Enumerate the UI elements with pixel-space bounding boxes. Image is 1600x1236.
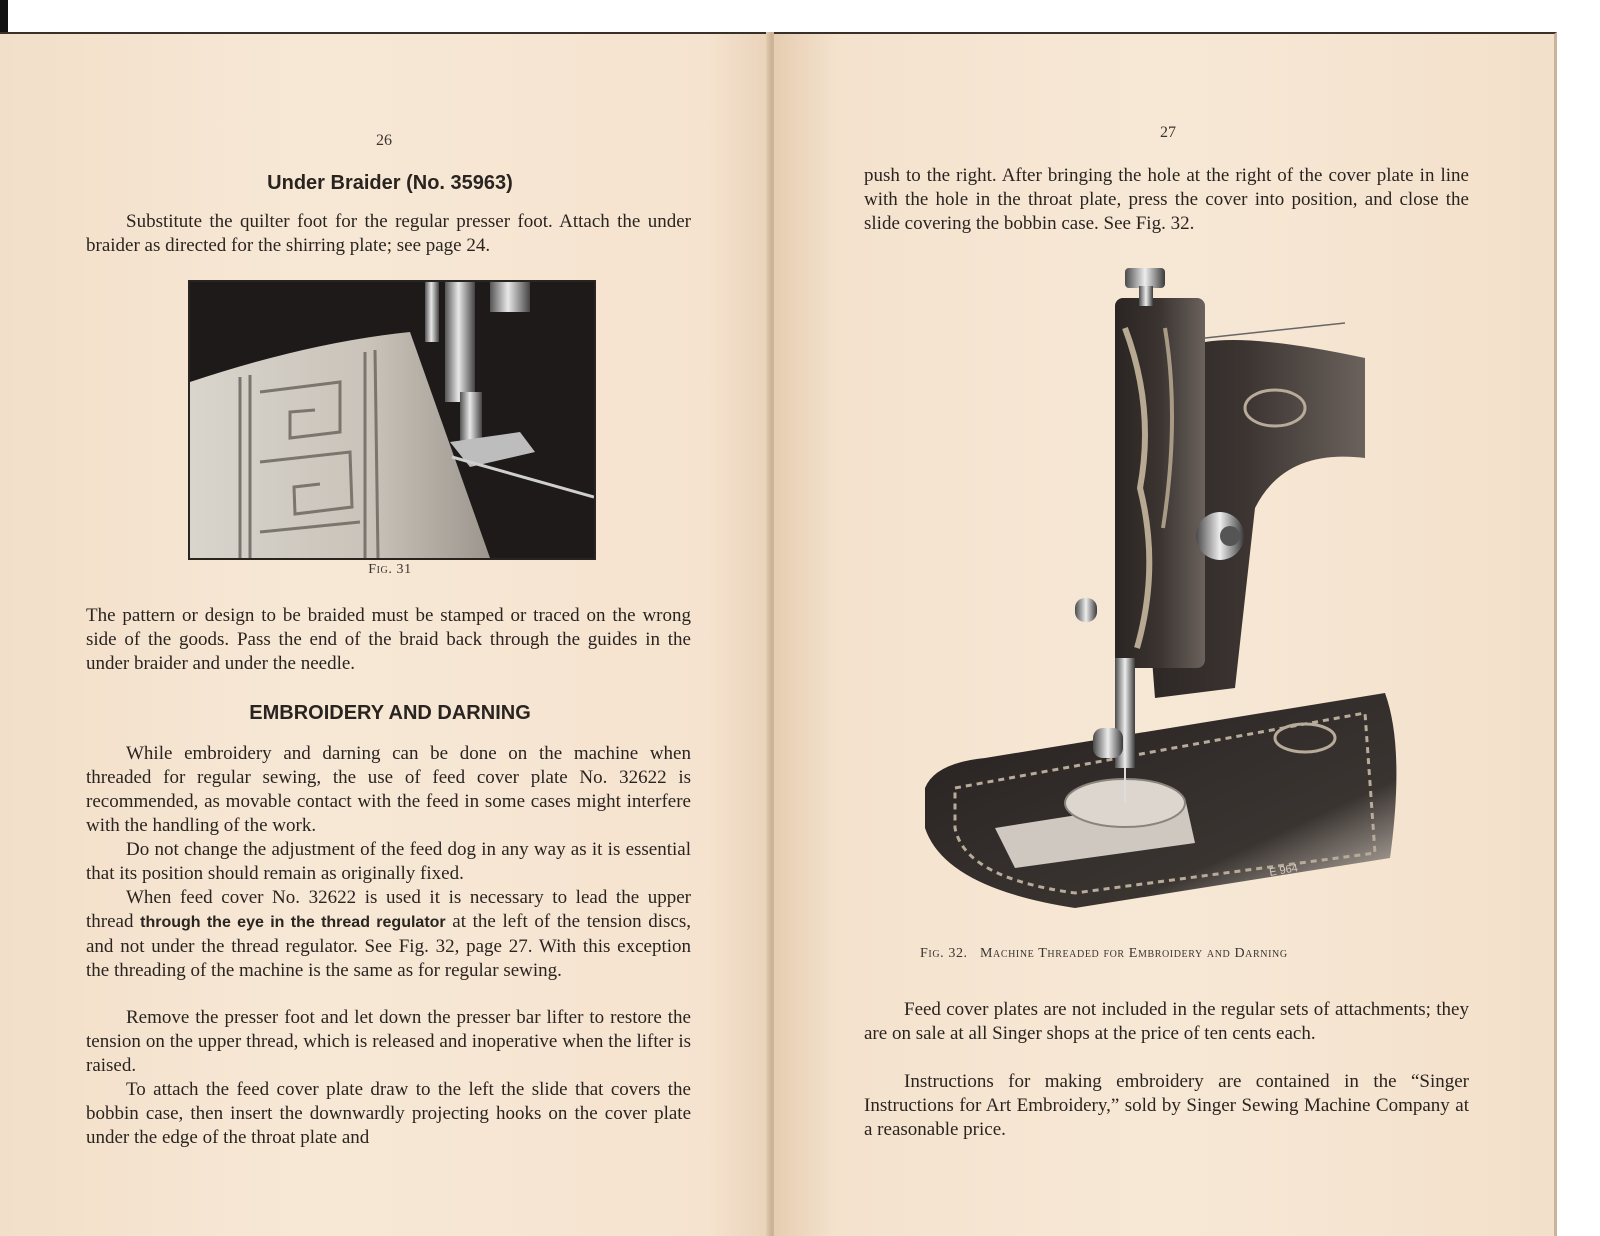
- embroidery-paragraph-4: Remove the presser foot and let down the presser bar lifter to restore the tension on the upper thread, which is released and inoperative when the lifter is raised.: [86, 1007, 691, 1076]
- embroidery-paragraph-1: While embroidery and darning can be done on the machine when threaded for regular sewing, the use of feed cover plate No. 32622 is recommended, as movable contact with the feed in some cases might interfere with the handling of the work.: [86, 743, 691, 836]
- feed-cover-plates-paragraph: Feed cover plates are not included in the regular sets of attachments; they are on sale at all Singer shops at the price of ten cents each.: [864, 999, 1469, 1044]
- figure-32-title: Machine Threaded for Embroidery and Darning: [979, 946, 1288, 961]
- embroidery-paragraph-3: [86, 886, 691, 983]
- embroidery-paragraph-5: To attach the feed cover plate draw to the left the slide that covers the bobbin case, then insert the downwardly projecting hooks on the cover plate under the edge of the throat plate and: [86, 1079, 691, 1148]
- page-number-right: 27: [1160, 124, 1176, 141]
- continued-paragraph: push to the right. After bringing the hole at the right of the cover plate in line with the hole in the throat plate, press the cover into position, and close the slide covering the bobbin case. See Fig. 32.: [864, 165, 1469, 234]
- embroidery-paragraph-2: Do not change the adjustment of the feed dog in any way as it is essential that its position should remain as originally fixed.: [86, 839, 691, 884]
- figure-31-photo: [188, 280, 596, 560]
- braid-instructions-paragraph: The pattern or design to be braided must be stamped or traced on the wrong side of the goods. Pass the end of the braid back through the guides in the under braider and under the needle.: [86, 605, 691, 674]
- figure-32-label: Fig. 32.: [920, 946, 968, 961]
- thread-regulator-emphasis: through the eye in the thread regulator: [140, 914, 446, 931]
- figure-32-caption: [920, 946, 1420, 962]
- intro-paragraph: Substitute the quilter foot for the regular presser foot. Attach the under braider as directed for the shirring plate; see page 24.: [86, 211, 691, 256]
- page-number-left: 26: [376, 132, 392, 149]
- figure-31-caption: Fig. 31: [368, 562, 412, 577]
- paragraph-3-text-start: When feed cover No. 32622 is used it is necessary to lead the upper thread: [86, 887, 691, 932]
- sewing-machine-illustration: [925, 268, 1405, 908]
- section-heading-embroidery: EMBROIDERY AND DARNING: [249, 702, 531, 724]
- section-title-under-braider: Under Braider (No. 35963): [267, 172, 513, 194]
- under-braider-illustration: [190, 282, 594, 558]
- paragraph-3-text-end: at the left of the tension discs, and not under the thread regulator. See Fig. 32, page 27. With this exception the threading of the machine is the same as for regular sewing.: [86, 911, 691, 981]
- art-embroidery-paragraph: Instructions for making embroidery are contained in the “Singer Instructions for Art Embroidery,” sold by Singer Sewing Machine Company at a reasonable price.: [864, 1071, 1469, 1140]
- figure-32-sewing-machine: [925, 268, 1405, 908]
- figure-32-stamp: E 964: [1268, 862, 1299, 879]
